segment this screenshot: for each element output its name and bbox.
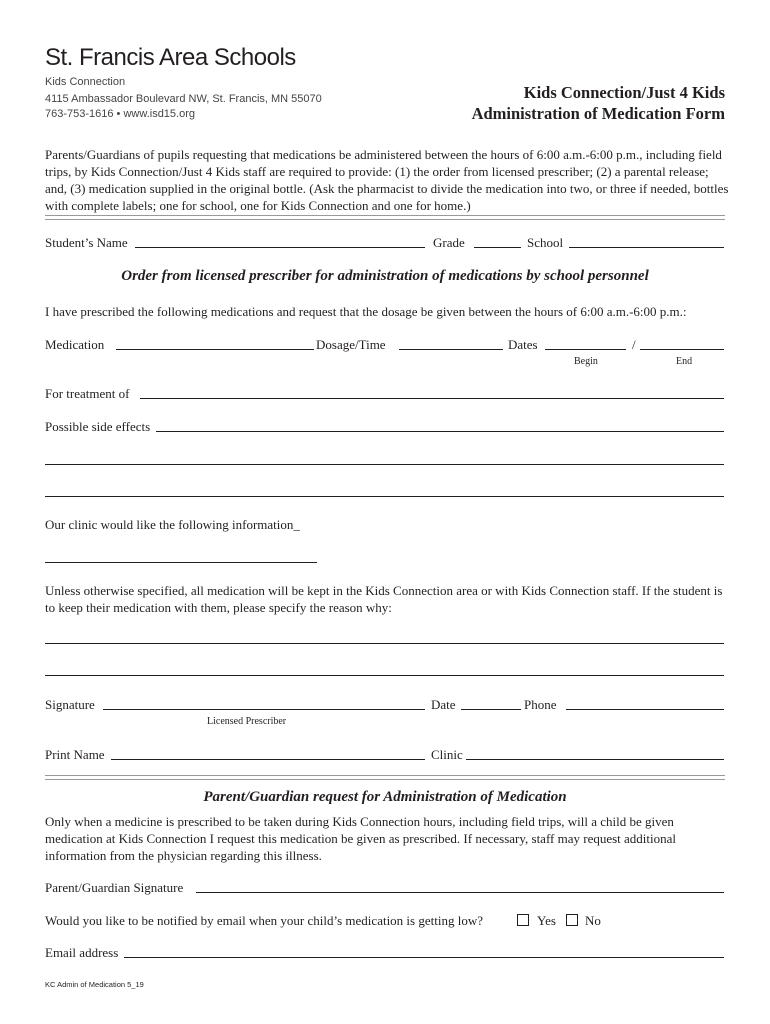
begin-date-field[interactable]: [545, 349, 626, 350]
clinic-info-label: Our clinic would like the following information_: [45, 517, 300, 532]
form-title-line1: Kids Connection/Just 4 Kids: [523, 83, 725, 102]
org-contact: 763-753-1616 • www.isd15.org: [45, 108, 195, 120]
dosage-label: Dosage/Time: [316, 337, 386, 352]
print-name-field[interactable]: [111, 759, 425, 760]
form-title: [472, 82, 725, 124]
prescriber-statement: I have prescribed the following medications and request that the dosage be given between the hours of 6:00 a.m.-6:00 p.m.:: [45, 304, 687, 319]
intro-paragraph: Parents/Guardians of pupils requesting that medications be administered between the hours of 6:00 a.m.-6:00 p.m., including field trips, by Kids Connection/Just 4 Kids staff are required to provide: (1) the order from licensed prescriber; (2) a parental release; and, (3) medication supplied in the original bottle. (Ask the pharmacist to divide the medication into two, or three if needed, bottles with complete labels; one for school, one for Kids Connection and one for home.): [45, 147, 729, 213]
no-label: No: [585, 913, 601, 928]
clinic-field[interactable]: [466, 759, 724, 760]
grade-label: Grade: [433, 235, 465, 250]
parent-signature-field[interactable]: [196, 892, 724, 893]
end-date-field[interactable]: [640, 349, 724, 350]
school-label: School: [527, 235, 564, 250]
print-name-label: Print Name: [45, 747, 105, 762]
form-code: KC Admin of Medication 5_19: [45, 980, 144, 989]
org-name: St. Francis Area Schools: [45, 44, 296, 71]
medication-label: Medication: [45, 337, 105, 352]
prescriber-heading: Order from licensed prescriber for administration of medications by school personnel: [121, 268, 649, 284]
yes-checkbox[interactable]: [517, 914, 529, 926]
program-name: Kids Connection: [45, 76, 126, 88]
end-label: End: [676, 356, 693, 367]
grade-field[interactable]: [474, 247, 521, 248]
dosage-field[interactable]: [399, 349, 503, 350]
storage-note: Unless otherwise specified, all medication will be kept in the Kids Connection area or with Kids Connection staff. If the student is to keep their medication with them, please specify the reason why:: [45, 583, 723, 615]
email-label: Email address: [45, 945, 119, 960]
date-field[interactable]: [461, 709, 521, 710]
side-effects-line-3[interactable]: [45, 496, 724, 497]
parent-heading: Parent/Guardian request for Administration of Medication: [203, 789, 567, 805]
signature-label: Signature: [45, 697, 95, 712]
email-field[interactable]: [124, 957, 724, 958]
parent-signature-label: Parent/Guardian Signature: [45, 880, 184, 895]
form-title-line2: Administration of Medication Form: [471, 104, 725, 123]
reason-line-2[interactable]: [45, 675, 724, 676]
dates-separator: /: [632, 337, 636, 352]
clinic-label: Clinic: [431, 747, 463, 762]
medication-field[interactable]: [116, 349, 314, 350]
divider: [45, 215, 725, 220]
reason-line-1[interactable]: [45, 643, 724, 644]
side-effects-line-2[interactable]: [45, 464, 724, 465]
student-name-field[interactable]: [135, 247, 425, 248]
org-address: 4115 Ambassador Boulevard NW, St. Francis, MN 55070: [45, 93, 322, 105]
notify-question: Would you like to be notified by email when your child’s medication is getting low?: [45, 913, 483, 928]
divider: [45, 775, 725, 780]
treatment-label: For treatment of: [45, 386, 130, 401]
parent-statement: Only when a medicine is prescribed to be taken during Kids Connection hours, including field trips, will a child be given medication at Kids Connection I request this medication be given as prescribed. If necessary, staff may request additional information from the physician regarding this illness.: [45, 814, 677, 863]
no-checkbox[interactable]: [566, 914, 578, 926]
phone-label: Phone: [524, 697, 557, 712]
side-effects-label: Possible side effects: [45, 419, 151, 434]
date-label: Date: [431, 697, 456, 712]
clinic-info-field[interactable]: [45, 562, 317, 563]
dates-label: Dates: [508, 337, 538, 352]
school-field[interactable]: [569, 247, 724, 248]
licensed-prescriber-label: Licensed Prescriber: [207, 716, 287, 727]
phone-field[interactable]: [566, 709, 724, 710]
signature-field[interactable]: [103, 709, 425, 710]
begin-label: Begin: [574, 356, 598, 367]
student-name-label: Student’s Name: [45, 235, 128, 250]
yes-label: Yes: [537, 913, 556, 928]
side-effects-field[interactable]: [156, 431, 724, 432]
treatment-field[interactable]: [140, 398, 724, 399]
